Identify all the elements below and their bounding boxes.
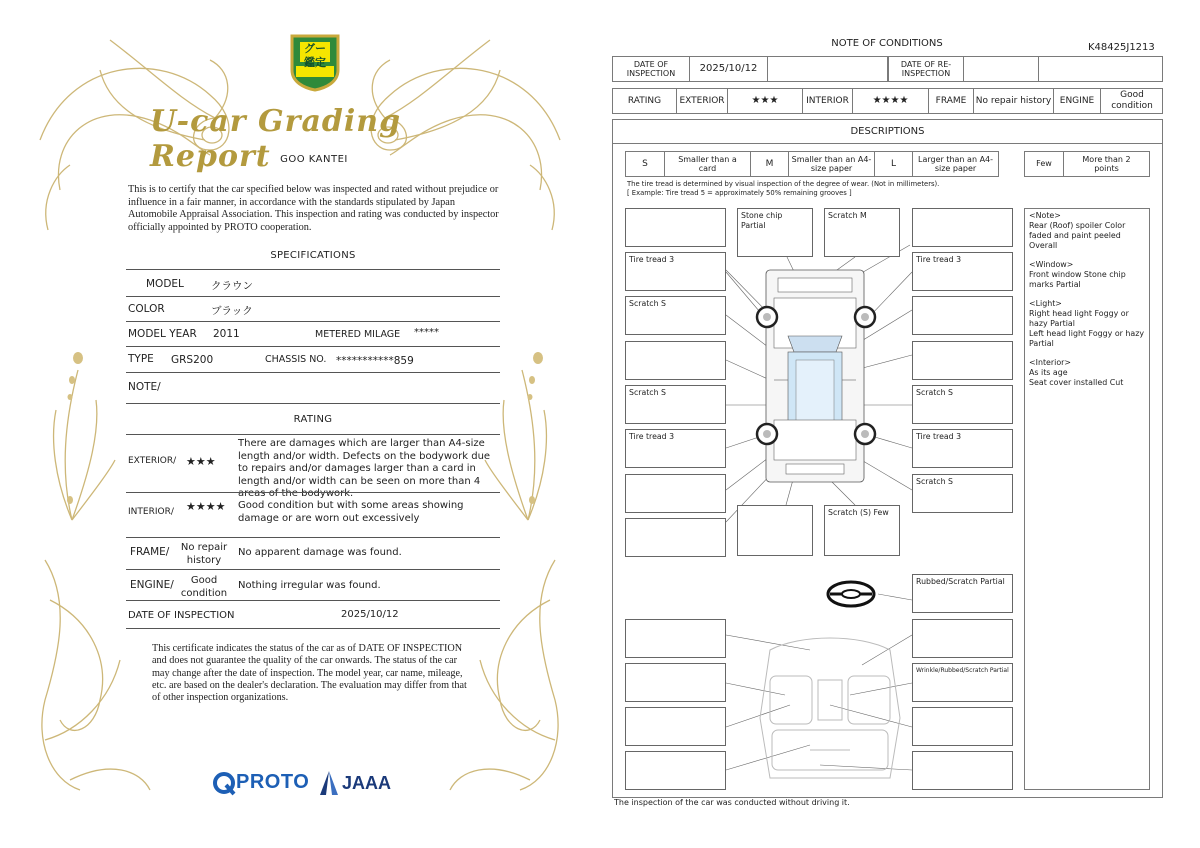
metered-mileage-label: METERED MILAGE [315,329,401,340]
interior-label: INTERIOR/ [128,507,174,517]
frame-value: No repair history [973,89,1053,113]
badge-text: グー鑑定 [304,42,326,69]
callout-box: Stone chip Partial [737,208,813,257]
callout-box [912,619,1013,658]
frame-value: No repair history [180,542,228,566]
company-name: GOO KANTEI [280,154,348,165]
car-top-view-icon [766,270,864,482]
exterior-stars: ★★★ [186,455,216,468]
legend-code: S [642,158,648,169]
type-value: GRS200 [171,354,214,366]
note-group [1029,299,1145,349]
tire-note-line: [ Example: Tire tread 5 = approximately 50% remaining grooves ] [627,189,852,197]
note-heading: <Interior> [1029,358,1072,367]
frame-label: FRAME/ [130,546,170,558]
note-of-conditions-sheet [600,0,1200,848]
callout-box [625,751,726,790]
callout-box [625,663,726,702]
callout-box: Tire tread 3 [912,252,1013,291]
divider [126,321,500,322]
steering-wheel-icon [828,582,874,606]
certificate-intro: This is to certify that the car specified below was inspected and rated without prejudice or influence in a fair manner, in accordance with the standards stipulated by Japan Automobile Appraisal Association. This inspection and rating was conducted by inspector officially appointed by PROTO cooperation. [128,184,499,233]
engine-label: ENGINE [1053,89,1100,113]
chassis-value: ***********859 [336,355,414,367]
divider [126,346,500,347]
legend-code: M [750,152,788,176]
callout-box [625,474,726,513]
callout-box [912,208,1013,247]
note-body: Right head light Foggy or hazy Partial Left head light Foggy or hazy Partial [1029,309,1145,348]
legend-text: Smaller than an A4-size paper [788,152,874,176]
callout-box [625,208,726,247]
callout-box [912,341,1013,380]
callout-box: Rubbed/Scratch Partial [912,574,1013,613]
note-group [1029,260,1145,290]
note-body: As its age Seat cover installed Cut [1029,368,1124,387]
callout-box: Wrinkle/Rubbed/Scratch Partial [912,663,1013,702]
divider [126,537,500,538]
note-heading: <Light> [1029,299,1062,308]
callout-box [912,707,1013,746]
note-body: Rear (Roof) spoiler Color faded and paint peeled Overall [1029,221,1126,250]
divider [126,600,500,601]
exterior-label: EXTERIOR [676,89,727,113]
callout-box: Scratch (S) Few [824,505,900,556]
engine-value: Good condition [1100,89,1163,113]
callout-box [625,341,726,380]
callout-box: Tire tread 3 [625,252,726,291]
proto-logo [212,770,312,796]
callout-box: Scratch S [625,296,726,335]
interior-stars: ★★★★ [186,500,226,513]
callout-box [625,518,726,557]
metered-mileage-value: ***** [414,327,439,338]
engine-description: Nothing irregular was found. [238,580,381,591]
note-heading: <Note> [1029,211,1061,220]
divider [126,403,500,404]
divider [126,628,500,629]
report-title: U-car Grading Report [150,104,402,174]
model-year-value: 2011 [213,328,240,340]
callout-box [625,619,726,658]
divider [126,296,500,297]
interior-description: Good condition but with some areas showing damage or are worn out excessively [238,500,464,524]
callout-box [625,707,726,746]
callout-box [737,505,813,556]
callout-box: Tire tread 3 [912,429,1013,468]
callout-box [912,296,1013,335]
tire-note-line: The tire tread is determined by visual inspection of the degree of wear. (Not in millimeters). [627,180,940,188]
callout-box: Scratch M [824,208,900,257]
divider [126,372,500,373]
notes-panel [1024,208,1150,790]
divider [126,269,500,270]
frame-description: No apparent damage was found. [238,547,402,558]
rating-heading: RATING [293,414,333,425]
specifications-heading: SPECIFICATIONS [270,250,356,261]
descriptions-heading: DESCRIPTIONS [850,126,925,137]
callout-box [912,751,1013,790]
re-inspection-label: DATE OF RE-INSPECTION [888,57,963,81]
legend-code: L [874,152,912,176]
exterior-stars: ★★★ [727,89,802,113]
note-group [1029,358,1145,388]
proto-brand-text: PROTO [236,771,310,793]
type-label: TYPE [128,353,154,365]
sheet-footer: The inspection of the car was conducted without driving it. [614,798,850,807]
interior-label: INTERIOR [802,89,852,113]
exterior-description: There are damages which are larger than A4-size length and/or width. Defects on the bodywork due to repairs and/or damages larger than a card in length and/or width can be seen on more than 4 areas of the bodywork. [238,438,491,499]
model-year-label: MODEL YEAR [128,328,197,340]
model-label: MODEL [146,278,184,290]
date-of-inspection-value: 2025/10/12 [341,609,399,620]
chassis-label: CHASSIS NO. [265,354,327,365]
rating-label: RATING [627,95,662,106]
color-value: ブラック [211,305,253,317]
note-group [1029,211,1145,251]
divider [126,569,500,570]
legend-code: Few [1036,159,1052,169]
exterior-label: EXTERIOR/ [128,456,177,466]
legend-text: More than 2 points [1063,152,1149,176]
note-body: Front window Stone chip marks Partial [1029,270,1126,289]
divider [126,492,500,493]
divider [126,434,500,435]
legend-text: Larger than an A4-size paper [912,152,998,176]
jaaa-brand-text: JAAA [342,773,392,793]
reference-number: K48425J1213 [1088,42,1155,53]
date-of-inspection-value: 2025/10/12 [689,57,767,81]
engine-value: Good condition [180,575,228,599]
date-of-inspection-label: DATE OF INSPECTION [626,59,676,78]
jaaa-mark-icon [318,770,340,796]
color-label: COLOR [128,303,165,315]
sheet-title: NOTE OF CONDITIONS [831,38,943,49]
goo-kantei-badge [286,30,344,92]
proto-mark-icon [212,770,238,796]
note-heading: <Window> [1029,260,1074,269]
callout-box: Tire tread 3 [625,429,726,468]
certificate-footer: This certificate indicates the status of the car as of DATE OF INSPECTION and does not guarantee the quality of the car onwards. The status of the car may change after the date of inspection. The model year, car name, mileage, etc. are based on the dealer's declaration. The evaluation may differ from that of other inspection organizations. [152,643,467,704]
interior-stars: ★★★★ [852,89,928,113]
model-value: クラウン [211,280,253,292]
callout-box: Scratch S [912,474,1013,513]
date-of-inspection-label: DATE OF INSPECTION [128,610,235,621]
note-label: NOTE/ [128,381,161,393]
legend-text: Smaller than a card [664,152,750,176]
frame-label: FRAME [928,89,973,113]
callout-box: Scratch S [625,385,726,424]
callout-box: Scratch S [912,385,1013,424]
engine-label: ENGINE/ [130,579,174,591]
jaaa-logo [318,770,398,796]
